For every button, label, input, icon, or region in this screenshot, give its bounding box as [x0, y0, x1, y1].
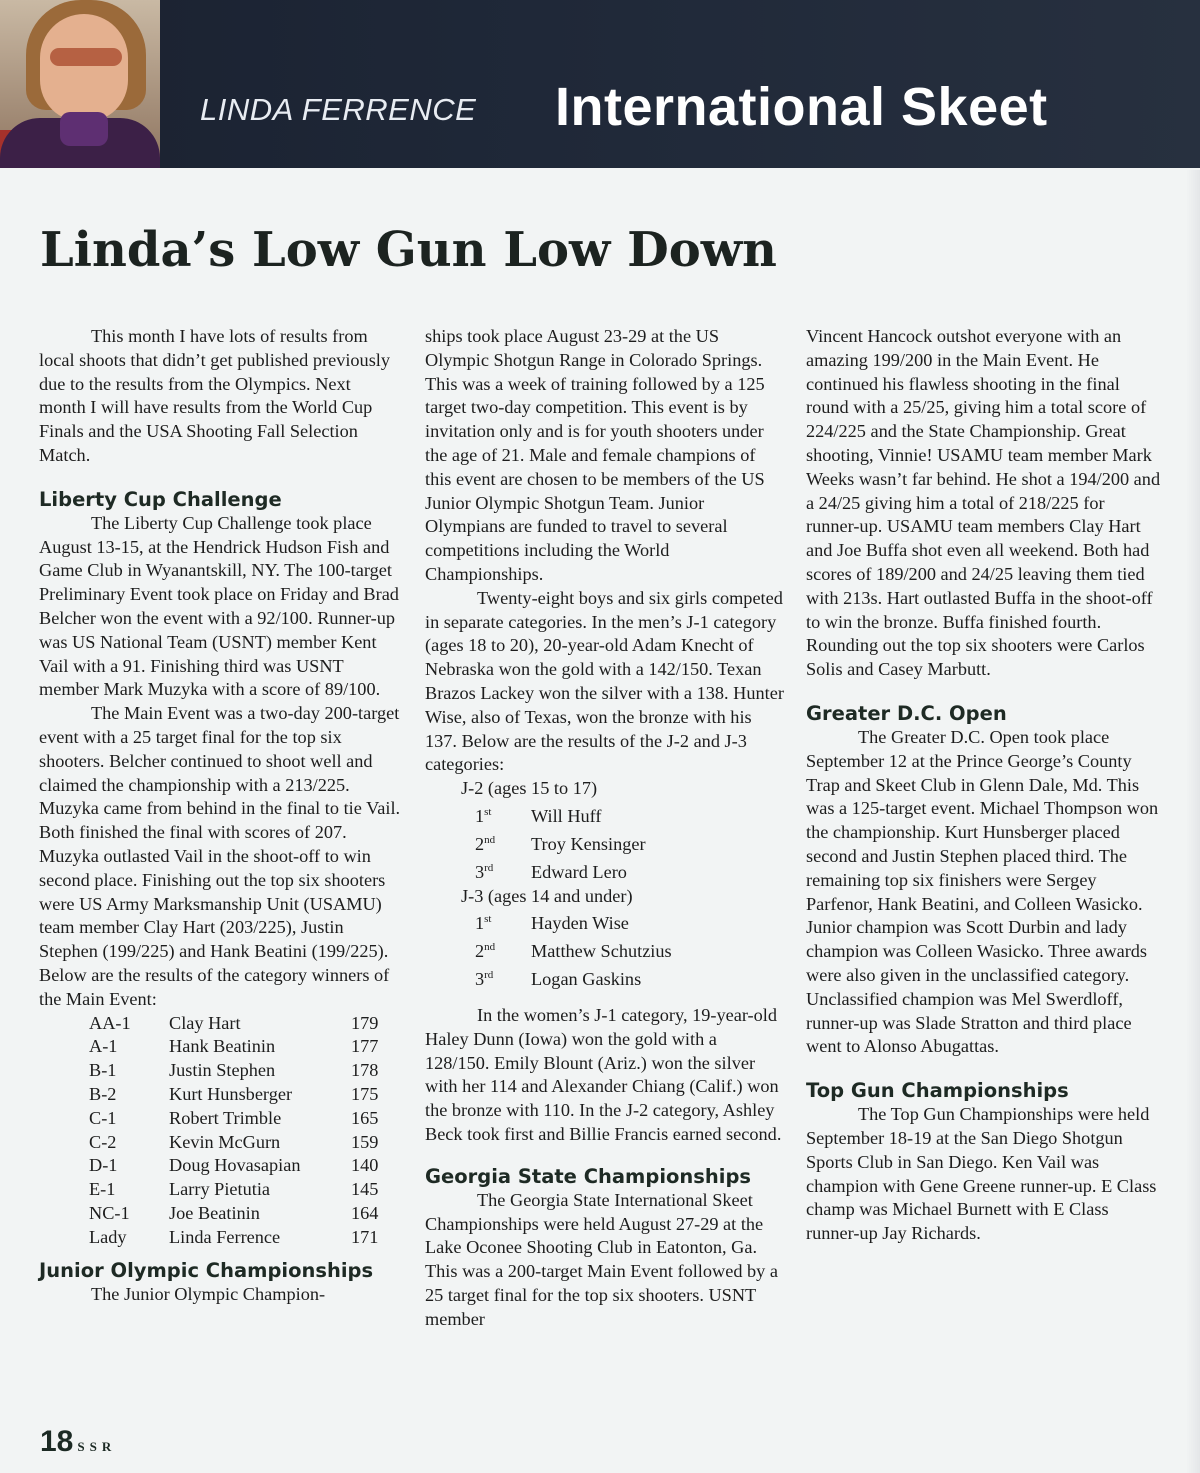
place-name: Edward Lero	[531, 861, 627, 882]
results-row	[89, 1154, 378, 1178]
j3-place	[475, 964, 785, 992]
georgia-paragraph-1: The Georgia State International Skeet Championships were held August 27-29 at the Lake Oconee Shooting Club in Eatonton, Ga. This was a 200-target Main Event followed by a 25 target final for the top six shooters. USNT member	[425, 1189, 779, 1329]
category-cell: C-1	[89, 1107, 117, 1128]
place-ordinal: 1st	[475, 913, 492, 934]
liberty-heading: Liberty Cup Challenge	[39, 487, 282, 511]
place-name: Hayden Wise	[531, 913, 629, 934]
magazine-name: SSR	[77, 1439, 117, 1454]
junior-paragraph-1: The Junior Olympic Champion-	[91, 1284, 326, 1305]
category-cell: D-1	[89, 1155, 118, 1176]
column-2-content	[425, 325, 785, 1332]
column-1	[39, 325, 401, 1307]
score-cell: 175	[351, 1083, 379, 1104]
dc-heading: Greater D.C. Open	[806, 701, 1007, 725]
category-cell: E-1	[89, 1179, 116, 1200]
header-banner	[0, 0, 1200, 168]
page-number: 18	[40, 1425, 74, 1458]
j3-label: J-3 (ages 14 and under)	[461, 885, 633, 906]
name-cell: Robert Trimble	[169, 1107, 282, 1128]
ordinal-suffix: nd	[484, 941, 496, 954]
name-cell: Hank Beatinin	[169, 1036, 276, 1057]
results-row	[89, 1083, 378, 1107]
ordinal-suffix: st	[484, 913, 492, 926]
name-cell: Justin Stephen	[169, 1060, 276, 1081]
liberty-results-table	[89, 1012, 378, 1250]
j3-place	[475, 936, 785, 964]
place-ordinal: 3rd	[475, 969, 494, 990]
liberty-paragraph-1: The Liberty Cup Challenge took place August 13-15, at the Hendrick Hudson Fish and Game Club in Wyanantskill, NY. The 100-target Preliminary Event took place on Friday and Brad Belcher won the event with a 92/100. Runner-up was US National Team (USNT) member Kent Vail with a 91. Finishing third was USNT member Mark Muzyka with a score of 89/100.	[39, 512, 399, 700]
score-cell: 159	[351, 1131, 379, 1152]
column-3-content	[806, 325, 1161, 1246]
score-cell: 171	[351, 1226, 379, 1247]
author-photo	[0, 0, 160, 168]
place-name: Matthew Schutzius	[531, 941, 672, 962]
place-ordinal: 3rd	[475, 861, 494, 882]
place-ordinal: 1st	[475, 805, 492, 827]
intro-paragraph: This month I have lots of results from local shoots that didn’t get published previously due to the results from the Olympics. Next month I will have results from the World Cup Finals and the USA Shooting Fall Selection Match.	[39, 326, 391, 465]
place-name: Will Huff	[531, 806, 602, 827]
article-title: Linda’s Low Gun Low Down	[40, 222, 777, 278]
results-row	[89, 1012, 378, 1036]
results-row	[89, 1131, 378, 1155]
results-row	[89, 1226, 378, 1250]
score-cell: 179	[351, 1012, 379, 1033]
name-cell: Kurt Hunsberger	[169, 1083, 293, 1104]
results-row	[89, 1107, 378, 1131]
results-row	[89, 1178, 378, 1202]
score-cell: 140	[351, 1155, 379, 1176]
place-ordinal: 2nd	[475, 941, 496, 962]
column-3	[806, 325, 1161, 1246]
score-cell: 178	[351, 1060, 379, 1081]
georgia-paragraph-1-cont: Vincent Hancock outshot everyone with an amazing 199/200 in the Main Event. He continued his flawless shooting in the final round with a 25/25, giving him a total score of 224/225 and the State Championship. Great shooting, Vinnie! USAMU team member Mark Weeks wasn’t far behind. He shot a 194/200 and a 24/25 giving him a total of 218/225 for runner-up. USAMU team members Clay Hart and Joe Buffa shot even all weekend. Both had scores of 189/200 and 24/25 leaving them tied with 213s. Hart outlasted Buffa in the shoot-off to win the bronze. Buffa finished fourth. Rounding out the top six shooters were Carlos Solis and Casey Marbutt.	[806, 326, 1161, 680]
j2-place	[475, 801, 785, 829]
category-cell: B-1	[89, 1060, 117, 1081]
name-cell: Linda Ferrence	[169, 1226, 281, 1247]
score-cell: 165	[351, 1107, 379, 1128]
junior-paragraph-1-cont: ships took place August 23-29 at the US Olympic Shotgun Range in Colorado Springs. This was a week of training followed by a 125 target two-day competition. This event is by invitation only and is for youth shooters under the age of 21. Male and female champions of this event are chosen to be members of the US Junior Olympic Shotgun Team. Junior Olympians are funded to travel to several competitions including the World Championships.	[425, 326, 765, 584]
j2-place	[475, 857, 785, 885]
score-cell: 145	[351, 1179, 379, 1200]
spacer	[425, 992, 785, 1004]
ordinal-suffix: rd	[484, 969, 494, 982]
name-cell: Larry Pietutia	[169, 1179, 271, 1200]
j2-place	[475, 829, 785, 857]
category-cell: C-2	[89, 1131, 117, 1152]
page-footer	[40, 1425, 116, 1459]
ordinal-suffix: nd	[484, 833, 496, 846]
georgia-heading: Georgia State Championships	[425, 1164, 752, 1188]
section-title: International Skeet	[555, 77, 1048, 137]
topgun-heading: Top Gun Championships	[806, 1079, 1069, 1103]
ordinal-suffix: st	[484, 805, 492, 818]
name-cell: Doug Hovasapian	[169, 1155, 301, 1176]
junior-heading: Junior Olympic Championships	[39, 1259, 374, 1283]
j3-place	[475, 908, 785, 936]
name-cell: Clay Hart	[169, 1012, 241, 1033]
category-cell: A-1	[89, 1036, 118, 1057]
dc-paragraph: The Greater D.C. Open took place September 12 at the Prince George’s County Trap and Skeet Club in Glenn Dale, Md. This was a 125-target event. Michael Thompson won the championship. Kurt Hunsberger placed second and Justin Stephen placed third. The remaining top six finishers were Sergey Parfenor, Hank Beatini, and Colleen Wasicko. Junior champion was Scott Durbin and lady champion was Colleen Wasicko. Three awards were also given in the unclassified category. Unclassified champion was Mel Swerdloff, runner-up was Slade Stratton and third place went to Alonso Abugattas.	[806, 726, 1159, 1057]
place-name: Troy Kensinger	[531, 833, 646, 854]
category-cell: B-2	[89, 1083, 117, 1104]
junior-paragraph-3: In the women’s J-1 category, 19-year-old Haley Dunn (Iowa) won the gold with a 128/150. Emily Blount (Ariz.) won the silver with her 114 and Alexander Chiang (Calif.) won the bronze with 110. In the J-2 category, Ashley Beck took first and Billie Francis earned second.	[425, 1005, 782, 1145]
ordinal-suffix: rd	[484, 861, 494, 874]
category-cell: Lady	[89, 1226, 127, 1247]
junior-paragraph-2: Twenty-eight boys and six girls competed in separate categories. In the men’s J-1 category (ages 18 to 20), 20-year-old Adam Knecht of Nebraska won the gold with a 142/150. Texan Brazos Lackey won the silver with a 138. Hunter Wise, also of Texas, won the bronze with his 137. Below are the results of the J-2 and J-3 categories:	[425, 587, 784, 775]
category-cell: AA-1	[89, 1012, 131, 1033]
results-row	[89, 1035, 378, 1059]
place-name: Logan Gaskins	[531, 969, 642, 990]
column-2	[425, 325, 785, 1332]
author-name: LINDA FERRENCE	[200, 92, 477, 127]
topgun-paragraph: The Top Gun Championships were held September 18-19 at the San Diego Shotgun Sports Club in San Diego. Ken Vail was champion with Gene Greene runner-up. E Class champ was Michael Burnett with E Class runner-up Jay Richards.	[806, 1104, 1157, 1244]
place-ordinal: 2nd	[475, 833, 496, 854]
name-cell: Joe Beatinin	[169, 1202, 260, 1223]
score-cell: 177	[351, 1036, 379, 1057]
category-cell: NC-1	[89, 1202, 130, 1223]
j2-label: J-2 (ages 15 to 17)	[461, 778, 598, 799]
name-cell: Kevin McGurn	[169, 1131, 281, 1152]
results-row	[89, 1059, 378, 1083]
results-row	[89, 1202, 378, 1226]
score-cell: 164	[351, 1202, 379, 1223]
page-edge	[1186, 170, 1200, 1473]
liberty-paragraph-2: The Main Event was a two-day 200-target event with a 25 target final for the top six shooters. Belcher continued to shoot well and claimed the championship with a 213/225. Muzyka came from behind in the final to tie Vail. Both finished the final with scores of 207. Muzyka outlasted Vail in the shoot-off to win second place. Finishing out the top six shooters were US Army Marksmanship Unit (USAMU) team member Clay Hart (203/225), Justin Stephen (199/225) and Hank Beatini (199/225). Below are the results of the category winners of the Main Event:	[39, 703, 401, 1009]
